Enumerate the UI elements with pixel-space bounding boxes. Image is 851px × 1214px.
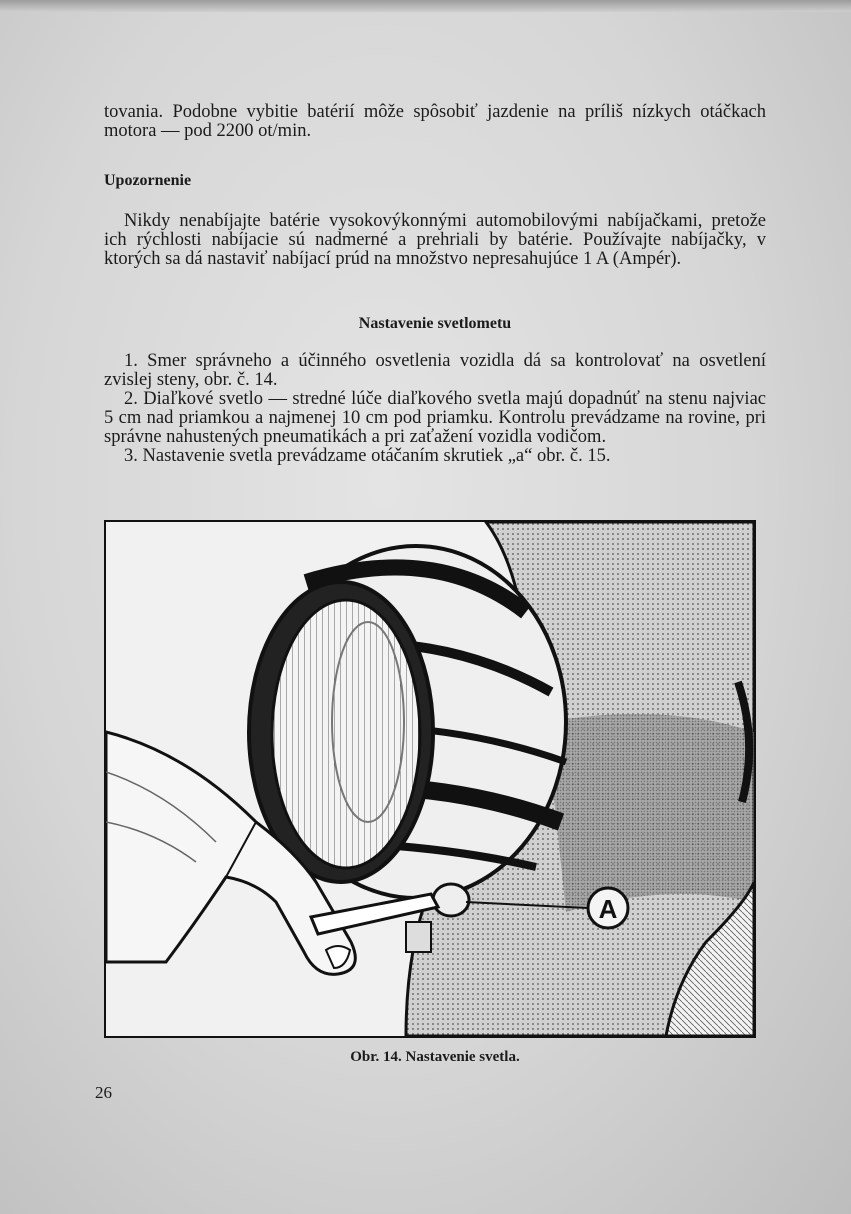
list-item: 3. Nastavenie svetla prevádzame otáčaním skrutiek „a“ obr. č. 15. — [124, 446, 611, 466]
headlight-drawing — [106, 522, 754, 1036]
warning-heading: Upozornenie — [104, 172, 192, 189]
section-list — [104, 352, 766, 466]
headlight-illustration — [104, 520, 756, 1038]
intro-paragraph — [104, 103, 766, 141]
page-top-edge — [0, 0, 851, 12]
list-item: 1. Smer správneho a účinného osvetlenia vozidla dá sa kontrolovať na osvetlení zvislej steny, obr. č. 14. — [104, 351, 766, 390]
section-heading: Nastavenie svetlometu — [358, 315, 512, 332]
list-item: 2. Diaľkové svetlo — stredné lúče diaľkového svetla majú dopadnúť na stenu najviac 5 cm nad priamkou a najmenej 10 cm pod priamku. Kontrolu prevádzame na rovine, pri správne nahustených pneumatikách a pri zaťažení vozidla vodičom. — [104, 389, 766, 447]
page-number: 26 — [95, 1083, 112, 1102]
warning-text: Nikdy nenabíjajte batérie vysokovýkonnými automobilovými nabíjačkami, pretože ich rýchlosti nabíjacie sú nadmerné a prehriali by batérie. Používajte nabíjačky, v ktorých sa dá nastaviť nabíjací prúd na množstvo nepresahujúce 1 A (Ampér). — [104, 211, 766, 269]
figure-caption: Obr. 14. Nastavenie svetla. — [350, 1049, 520, 1065]
label-a: A — [598, 894, 618, 924]
intro-text: tovania. Podobne vybitie batérií môže spôsobiť jazdenie na príliš nízkych otáčkach motora — pod 2200 ot/min. — [104, 102, 766, 141]
warning-paragraph — [104, 212, 766, 269]
